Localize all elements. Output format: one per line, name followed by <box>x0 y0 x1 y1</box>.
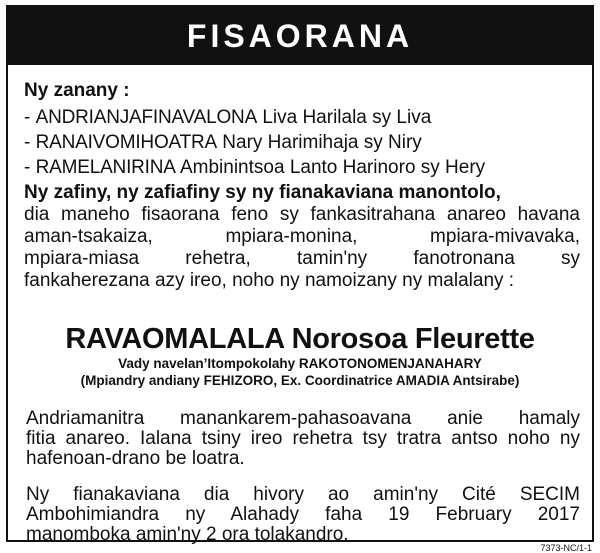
child-entry <box>24 105 580 130</box>
child-dash: - <box>24 132 36 153</box>
children-heading: Ny zanany : <box>24 80 130 101</box>
child-surname: RAMELANIRINA <box>35 157 176 178</box>
spouse-line: Vady navelan’Itompokolahy RAKOTONOMENJANAHARY <box>118 356 482 371</box>
blessing-paragraph <box>26 409 580 469</box>
notice-frame <box>6 5 594 545</box>
thanks-line: dia maneho fisaorana feno sy fankasitrahana anareo havana <box>24 204 580 225</box>
child-dash: - <box>24 107 36 128</box>
blessing-line: Andriamanitra manankarem-pahasoavana anie hamaly <box>26 408 580 429</box>
blessing-line: fitia anareo. Ialana tsiny ireo rehetra tsy tratra antso noho ny <box>26 428 580 449</box>
child-entry <box>24 130 580 155</box>
role-line: (Mpiandry andiany FEHIZORO, Ex. Coordinatrice AMADIA Antsirabe) <box>80 373 520 388</box>
child-given-names: Nary Harimihaja sy Niry <box>217 132 422 153</box>
child-entry <box>24 155 580 180</box>
announcement-line: manomboka amin'ny 2 ora tolakandro. <box>26 524 349 545</box>
announcement-line: Ambohimiandra ny Alahady faha 19 February 2017 <box>26 504 580 525</box>
announcement-paragraph <box>26 485 580 545</box>
thanks-line: mpiara-miasa rehetra, tamin'ny fanotronana sy <box>24 248 580 269</box>
notice-body <box>24 79 580 292</box>
page-title: FISAORANA <box>186 17 414 54</box>
thanks-line: aman-tsakaiza, mpiara-monina, mpiara-mivavaka, <box>24 226 580 247</box>
header-banner <box>8 7 592 65</box>
announcement-line: Ny fianakaviana dia hivory ao amin'ny Cité SECIM <box>26 484 580 505</box>
child-surname: RANAIVOMIHOATRA <box>35 132 217 153</box>
child-dash: - <box>24 157 36 178</box>
deceased-block <box>8 323 592 389</box>
deceased-name: RAVAOMALALA Norosoa Fleurette <box>65 323 535 355</box>
reference-code: 7373-NC/1-1 <box>540 543 592 553</box>
blessing-line: hafenoan-drano be loatra. <box>26 448 245 469</box>
child-surname: ANDRIANJAFINAVALONA <box>35 107 258 128</box>
thanks-line: fankaherezana azy ireo, noho ny namoizany ny malalany : <box>24 270 515 291</box>
family-heading: Ny zafiny, ny zafiafiny sy ny fianakaviana manontolo, <box>24 182 501 203</box>
child-given-names: Liva Harilala sy Liva <box>257 107 432 128</box>
child-given-names: Ambinintsoa Lanto Harinoro sy Hery <box>175 157 486 178</box>
